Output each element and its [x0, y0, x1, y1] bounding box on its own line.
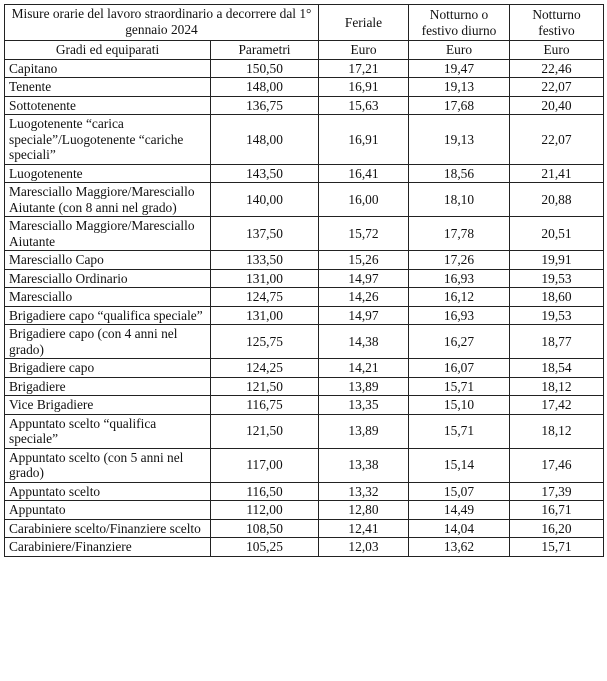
feriale-cell: 14,38	[319, 325, 409, 359]
notturno-festivo-cell: 19,53	[510, 269, 604, 288]
notturno-festivo-cell: 17,39	[510, 482, 604, 501]
table-row	[5, 538, 604, 557]
grade-cell: Brigadiere capo (con 4 anni nel grado)	[5, 325, 211, 359]
table-row	[5, 396, 604, 415]
header-row	[5, 5, 604, 41]
notturno-diurno-cell: 17,68	[409, 96, 510, 115]
parametri-cell: 121,50	[211, 414, 319, 448]
notturno-diurno-cell: 15,10	[409, 396, 510, 415]
notturno-festivo-cell: 22,07	[510, 115, 604, 165]
parametri-cell: 143,50	[211, 164, 319, 183]
feriale-cell: 16,91	[319, 115, 409, 165]
feriale-cell: 15,72	[319, 217, 409, 251]
subheader-row	[5, 41, 604, 60]
grade-cell: Carabiniere/Finanziere	[5, 538, 211, 557]
notturno-festivo-cell: 20,40	[510, 96, 604, 115]
notturno-diurno-cell: 19,13	[409, 115, 510, 165]
grade-cell: Sottotenente	[5, 96, 211, 115]
table-row	[5, 59, 604, 78]
table-row	[5, 414, 604, 448]
grade-cell: Brigadiere	[5, 377, 211, 396]
parametri-cell: 140,00	[211, 183, 319, 217]
grade-cell: Maresciallo	[5, 288, 211, 307]
table-row	[5, 325, 604, 359]
notturno-diurno-cell: 14,04	[409, 519, 510, 538]
grade-cell: Luogotenente	[5, 164, 211, 183]
notturno-festivo-cell: 18,12	[510, 377, 604, 396]
col-notturno-festivo-diurno-header: Notturno o festivo diurno	[409, 5, 510, 41]
col-notturno-festivo-header: Notturno festivo	[510, 5, 604, 41]
parametri-cell: 121,50	[211, 377, 319, 396]
col-euro-notturno-diurno-header: Euro	[409, 41, 510, 60]
table-row	[5, 115, 604, 165]
parametri-cell: 124,75	[211, 288, 319, 307]
parametri-cell: 125,75	[211, 325, 319, 359]
notturno-diurno-cell: 18,56	[409, 164, 510, 183]
notturno-festivo-cell: 21,41	[510, 164, 604, 183]
notturno-festivo-cell: 22,46	[510, 59, 604, 78]
parametri-cell: 133,50	[211, 251, 319, 270]
grade-cell: Maresciallo Ordinario	[5, 269, 211, 288]
feriale-cell: 16,91	[319, 78, 409, 97]
col-feriale-header: Feriale	[319, 5, 409, 41]
notturno-diurno-cell: 16,07	[409, 359, 510, 378]
parametri-cell: 108,50	[211, 519, 319, 538]
notturno-diurno-cell: 15,71	[409, 377, 510, 396]
col-euro-notturno-festivo-header: Euro	[510, 41, 604, 60]
table-row	[5, 288, 604, 307]
notturno-diurno-cell: 16,93	[409, 269, 510, 288]
feriale-cell: 12,41	[319, 519, 409, 538]
notturno-diurno-cell: 19,47	[409, 59, 510, 78]
feriale-cell: 12,80	[319, 501, 409, 520]
notturno-festivo-cell: 17,46	[510, 448, 604, 482]
notturno-diurno-cell: 16,12	[409, 288, 510, 307]
feriale-cell: 15,26	[319, 251, 409, 270]
notturno-festivo-cell: 18,54	[510, 359, 604, 378]
col-euro-feriale-header: Euro	[319, 41, 409, 60]
notturno-diurno-cell: 14,49	[409, 501, 510, 520]
feriale-cell: 16,41	[319, 164, 409, 183]
feriale-cell: 13,89	[319, 414, 409, 448]
notturno-festivo-cell: 20,88	[510, 183, 604, 217]
notturno-festivo-cell: 22,07	[510, 78, 604, 97]
notturno-diurno-cell: 17,26	[409, 251, 510, 270]
grade-cell: Carabiniere scelto/Finanziere scelto	[5, 519, 211, 538]
notturno-festivo-cell: 19,53	[510, 306, 604, 325]
grade-cell: Appuntato scelto (con 5 anni nel grado)	[5, 448, 211, 482]
table-row	[5, 448, 604, 482]
overtime-rates-table	[4, 4, 604, 557]
table-row	[5, 306, 604, 325]
parametri-cell: 137,50	[211, 217, 319, 251]
table-row	[5, 359, 604, 378]
parametri-cell: 105,25	[211, 538, 319, 557]
feriale-cell: 13,89	[319, 377, 409, 396]
parametri-cell: 124,25	[211, 359, 319, 378]
table-row	[5, 377, 604, 396]
notturno-festivo-cell: 17,42	[510, 396, 604, 415]
notturno-diurno-cell: 15,14	[409, 448, 510, 482]
grade-cell: Luogotenente “carica speciale”/Luogotenente “cariche speciali”	[5, 115, 211, 165]
feriale-cell: 13,38	[319, 448, 409, 482]
feriale-cell: 13,32	[319, 482, 409, 501]
table-row	[5, 217, 604, 251]
parametri-cell: 150,50	[211, 59, 319, 78]
notturno-diurno-cell: 16,93	[409, 306, 510, 325]
feriale-cell: 16,00	[319, 183, 409, 217]
grade-cell: Maresciallo Maggiore/Maresciallo Aiutante	[5, 217, 211, 251]
table-row	[5, 482, 604, 501]
grade-cell: Maresciallo Capo	[5, 251, 211, 270]
parametri-cell: 148,00	[211, 115, 319, 165]
grade-cell: Brigadiere capo “qualifica speciale”	[5, 306, 211, 325]
parametri-cell: 116,75	[211, 396, 319, 415]
feriale-cell: 14,97	[319, 306, 409, 325]
feriale-cell: 14,26	[319, 288, 409, 307]
grade-cell: Capitano	[5, 59, 211, 78]
grade-cell: Maresciallo Maggiore/Maresciallo Aiutante (con 8 anni nel grado)	[5, 183, 211, 217]
document-page	[4, 4, 604, 557]
parametri-cell: 131,00	[211, 306, 319, 325]
feriale-cell: 13,35	[319, 396, 409, 415]
table-body	[5, 59, 604, 556]
col-grades-header: Gradi ed equiparati	[5, 41, 211, 60]
grade-cell: Appuntato scelto	[5, 482, 211, 501]
notturno-diurno-cell: 13,62	[409, 538, 510, 557]
table-row	[5, 269, 604, 288]
notturno-diurno-cell: 15,71	[409, 414, 510, 448]
feriale-cell: 15,63	[319, 96, 409, 115]
notturno-diurno-cell: 16,27	[409, 325, 510, 359]
notturno-festivo-cell: 15,71	[510, 538, 604, 557]
notturno-festivo-cell: 19,91	[510, 251, 604, 270]
notturno-diurno-cell: 19,13	[409, 78, 510, 97]
table-row	[5, 501, 604, 520]
table-row	[5, 96, 604, 115]
notturno-diurno-cell: 18,10	[409, 183, 510, 217]
parametri-cell: 116,50	[211, 482, 319, 501]
feriale-cell: 12,03	[319, 538, 409, 557]
table-row	[5, 519, 604, 538]
notturno-festivo-cell: 18,60	[510, 288, 604, 307]
notturno-festivo-cell: 16,20	[510, 519, 604, 538]
feriale-cell: 14,97	[319, 269, 409, 288]
notturno-festivo-cell: 16,71	[510, 501, 604, 520]
grade-cell: Tenente	[5, 78, 211, 97]
parametri-cell: 117,00	[211, 448, 319, 482]
feriale-cell: 14,21	[319, 359, 409, 378]
grade-cell: Appuntato scelto “qualifica speciale”	[5, 414, 211, 448]
col-parametri-header: Parametri	[211, 41, 319, 60]
notturno-festivo-cell: 18,77	[510, 325, 604, 359]
grade-cell: Appuntato	[5, 501, 211, 520]
grade-cell: Vice Brigadiere	[5, 396, 211, 415]
feriale-cell: 17,21	[319, 59, 409, 78]
notturno-festivo-cell: 20,51	[510, 217, 604, 251]
parametri-cell: 136,75	[211, 96, 319, 115]
notturno-diurno-cell: 17,78	[409, 217, 510, 251]
parametri-cell: 148,00	[211, 78, 319, 97]
notturno-diurno-cell: 15,07	[409, 482, 510, 501]
table-title: Misure orarie del lavoro straordinario a decorrere dal 1° gennaio 2024	[5, 5, 319, 41]
parametri-cell: 131,00	[211, 269, 319, 288]
table-row	[5, 251, 604, 270]
grade-cell: Brigadiere capo	[5, 359, 211, 378]
parametri-cell: 112,00	[211, 501, 319, 520]
table-row	[5, 164, 604, 183]
table-row	[5, 183, 604, 217]
notturno-festivo-cell: 18,12	[510, 414, 604, 448]
table-row	[5, 78, 604, 97]
